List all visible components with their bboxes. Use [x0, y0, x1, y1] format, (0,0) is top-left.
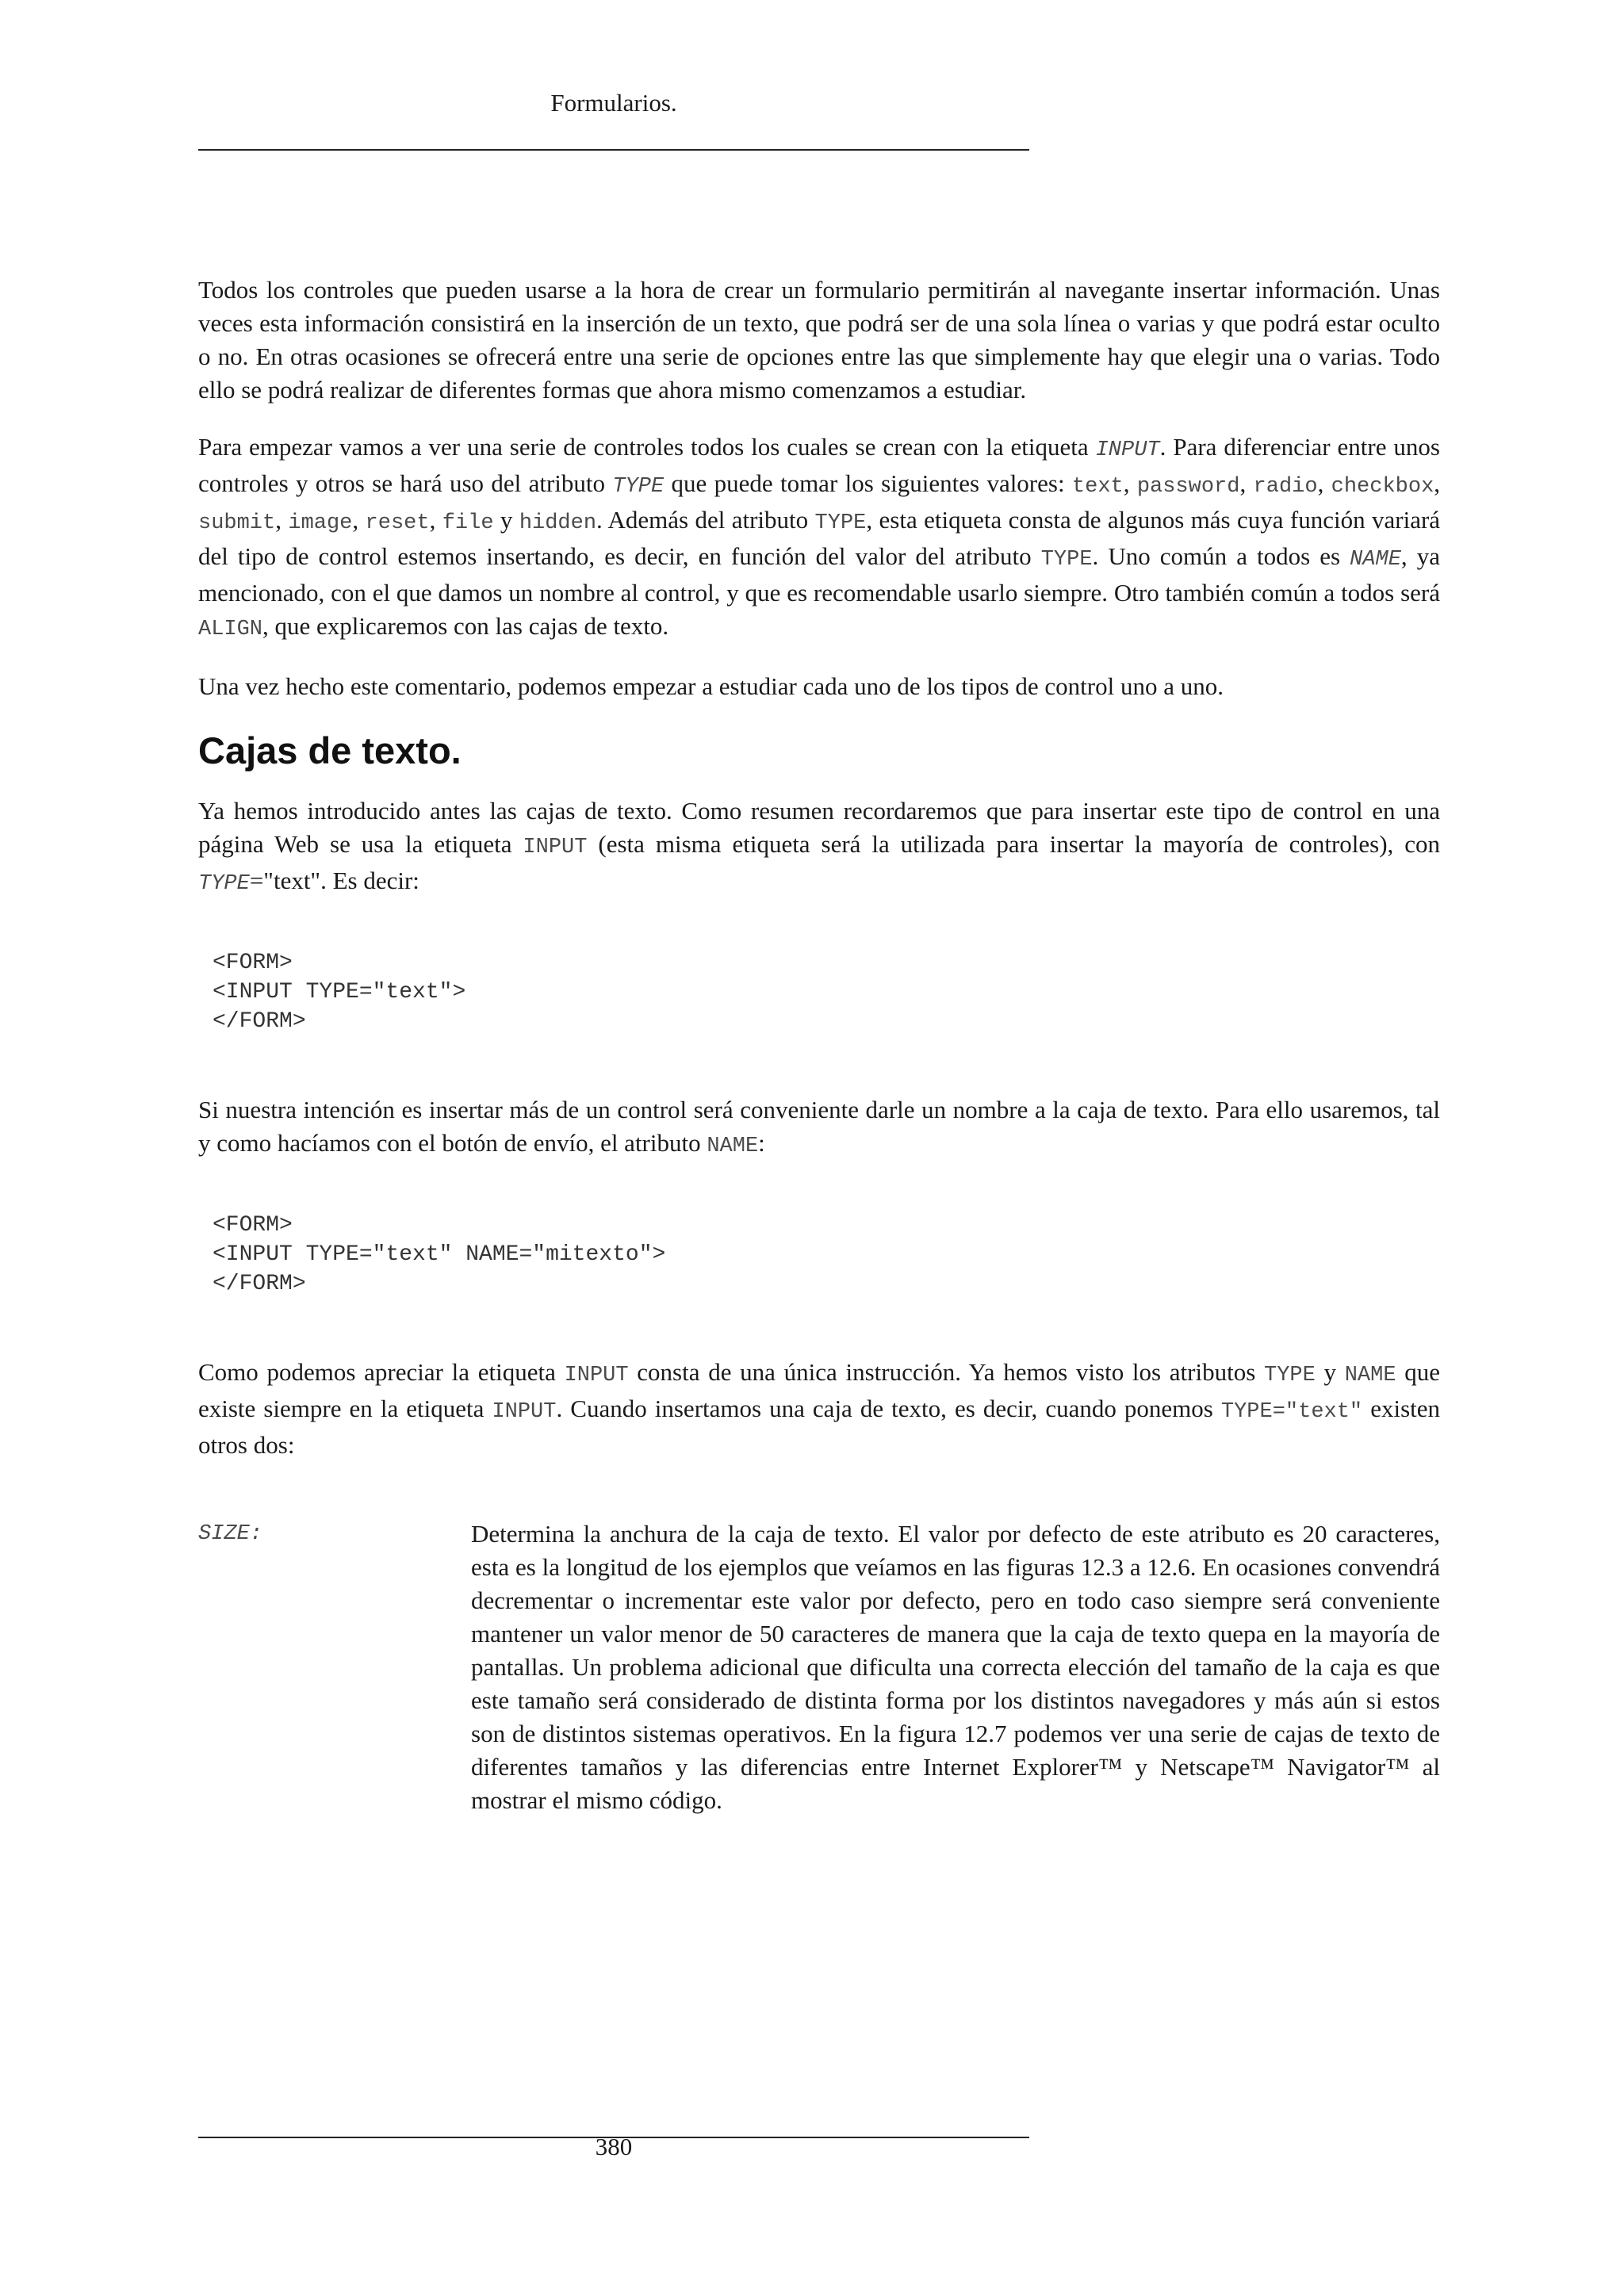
header-rule	[198, 149, 1029, 151]
code-term: TYPE	[1040, 548, 1093, 572]
code-term: NAME	[1350, 548, 1401, 572]
code-term: NAME	[707, 1135, 759, 1158]
text-run: Ya hemos introducido antes las cajas de texto. Como resumen recordaremos que para insertar este tipo de control en una página Web se usa la etiqueta	[198, 797, 1440, 858]
text-run: . Para diferenciar entre unos controles y otros se hará uso del atributo	[198, 433, 1441, 497]
text-run: ,	[1123, 469, 1137, 497]
code-value: reset	[365, 511, 430, 535]
text-run: ,	[1239, 469, 1254, 497]
definition-list	[198, 1517, 1440, 1817]
code-term: TYPE	[814, 511, 867, 535]
code-value: hidden	[519, 511, 597, 535]
code-term: INPUT	[1095, 438, 1160, 462]
code-value: text	[1071, 475, 1124, 499]
text-run: que existe siempre en la etiqueta	[198, 1358, 1441, 1422]
text-run: , que explicaremos con las cajas de texto.	[262, 612, 669, 640]
section-paragraph-3	[198, 1356, 1440, 1462]
text-run: ,	[1434, 469, 1441, 497]
code-term: INPUT	[523, 836, 588, 859]
code-term: INPUT	[564, 1364, 629, 1387]
section-heading: Cajas de texto.	[198, 729, 462, 771]
text-run: . Cuando insertamos una caja de texto, es decir, cuando ponemos	[556, 1395, 1221, 1422]
text-run: y	[1315, 1358, 1345, 1386]
intro-paragraph-3: Una vez hecho este comentario, podemos empezar a estudiar cada uno de los tipos de control uno a uno.	[198, 672, 1224, 700]
code-value: submit	[198, 511, 276, 535]
text-run: . Además del atributo	[596, 506, 815, 534]
code-term: TYPE	[1264, 1364, 1316, 1387]
text-run: Si nuestra intención es insertar más de un control será conveniente darle un nombre a la caja de texto. Para ello usaremos, tal y como hacíamos con el botón de envío, el atributo	[198, 1096, 1440, 1157]
code-term: TYPE="text"	[1220, 1400, 1363, 1424]
section-paragraph-1	[198, 794, 1440, 901]
code-value: file	[442, 511, 494, 535]
text-run: (esta misma etiqueta será la utilizada para insertar la mayoría de controles), con	[587, 830, 1440, 858]
page-body	[198, 274, 1440, 1817]
code-term: TYPE	[198, 872, 250, 896]
definition-text: Determina la anchura de la caja de texto. El valor por defecto de este atributo es 20 caracteres, esta es la longitud de los ejemplos que veíamos en las figuras 12.3 a 12.6. En ocasiones convendrá decrementar o incrementar este valor por defecto, pero en todo caso siempre será conveniente mantener un valor menor de 50 caracteres de manera que la caja de texto quepa en la mayoría de pantallas. Un problema adicional que dificulta una correcta elección del tamaño de la caja es que este tamaño será considerado de distinta forma por los distintos navegadores y más aún si estos son de distintos sistemas operativos. En la figura 12.7 podemos ver una serie de cajas de texto de diferentes tamaños y las diferencias entre Internet Explorer™ y Netscape™ Navigator™ al mostrar el mismo código.	[471, 1520, 1440, 1814]
text-run: Para empezar vamos a ver una serie de controles todos los cuales se crean con la etiqueta	[198, 433, 1096, 461]
code-example-1: <FORM> <INPUT TYPE="text"> </FORM>	[213, 951, 466, 1034]
page-header: Formularios.	[550, 89, 677, 117]
text-run: ="text". Es decir:	[249, 867, 419, 894]
code-example-2: <FORM> <INPUT TYPE="text" NAME="mitexto"> </FORM>	[213, 1213, 666, 1296]
text-run: . Uno común a todos es	[1092, 542, 1350, 570]
text-run: , ya mencionado, con el que damos un nombre al control, y que es recomendable usarlo siempre. Otro también común a todos será	[198, 542, 1440, 607]
code-value: password	[1136, 475, 1240, 499]
text-run: ,	[429, 506, 442, 534]
text-run: consta de una única instrucción. Ya hemos visto los atributos	[628, 1358, 1264, 1386]
text-run: ,	[275, 506, 289, 534]
section-paragraph-2	[198, 1093, 1440, 1163]
code-value: image	[288, 511, 353, 535]
text-run: y	[493, 506, 519, 534]
code-value: checkbox	[1331, 475, 1434, 499]
text-run: :	[758, 1129, 765, 1157]
text-run: existen otros dos:	[198, 1395, 1440, 1459]
text-run: ,	[1317, 469, 1331, 497]
text-run: que puede tomar los siguientes valores:	[664, 469, 1072, 497]
text-run: , esta etiqueta consta de algunos más cuya función variará del tipo de control estemos insertando, es decir, en función del valor del atributo	[198, 506, 1441, 570]
intro-paragraph-1: Todos los controles que pueden usarse a la hora de crear un formulario permitirán al navegante insertar información. Unas veces esta información consistirá en la inserción de un texto, que podrá ser de una sola línea o varias y que podrá estar oculto o no. En otras ocasiones se ofrecerá entre una serie de opciones entre las que simplemente hay que elegir una o varias. Todo ello se podrá realizar de diferentes formas que ahora mismo comenzamos a estudiar.	[198, 276, 1440, 404]
definition-term: SIZE:	[198, 1522, 263, 1546]
code-term: NAME	[1344, 1364, 1396, 1387]
text-run: ,	[352, 506, 366, 534]
text-run: Como podemos apreciar la etiqueta	[198, 1358, 565, 1386]
code-term: TYPE	[612, 475, 665, 499]
code-term: ALIGN	[198, 618, 263, 641]
intro-paragraph-2	[198, 430, 1440, 646]
code-value: radio	[1253, 475, 1318, 499]
page-number: 380	[595, 2133, 633, 2160]
code-term: INPUT	[492, 1400, 557, 1424]
